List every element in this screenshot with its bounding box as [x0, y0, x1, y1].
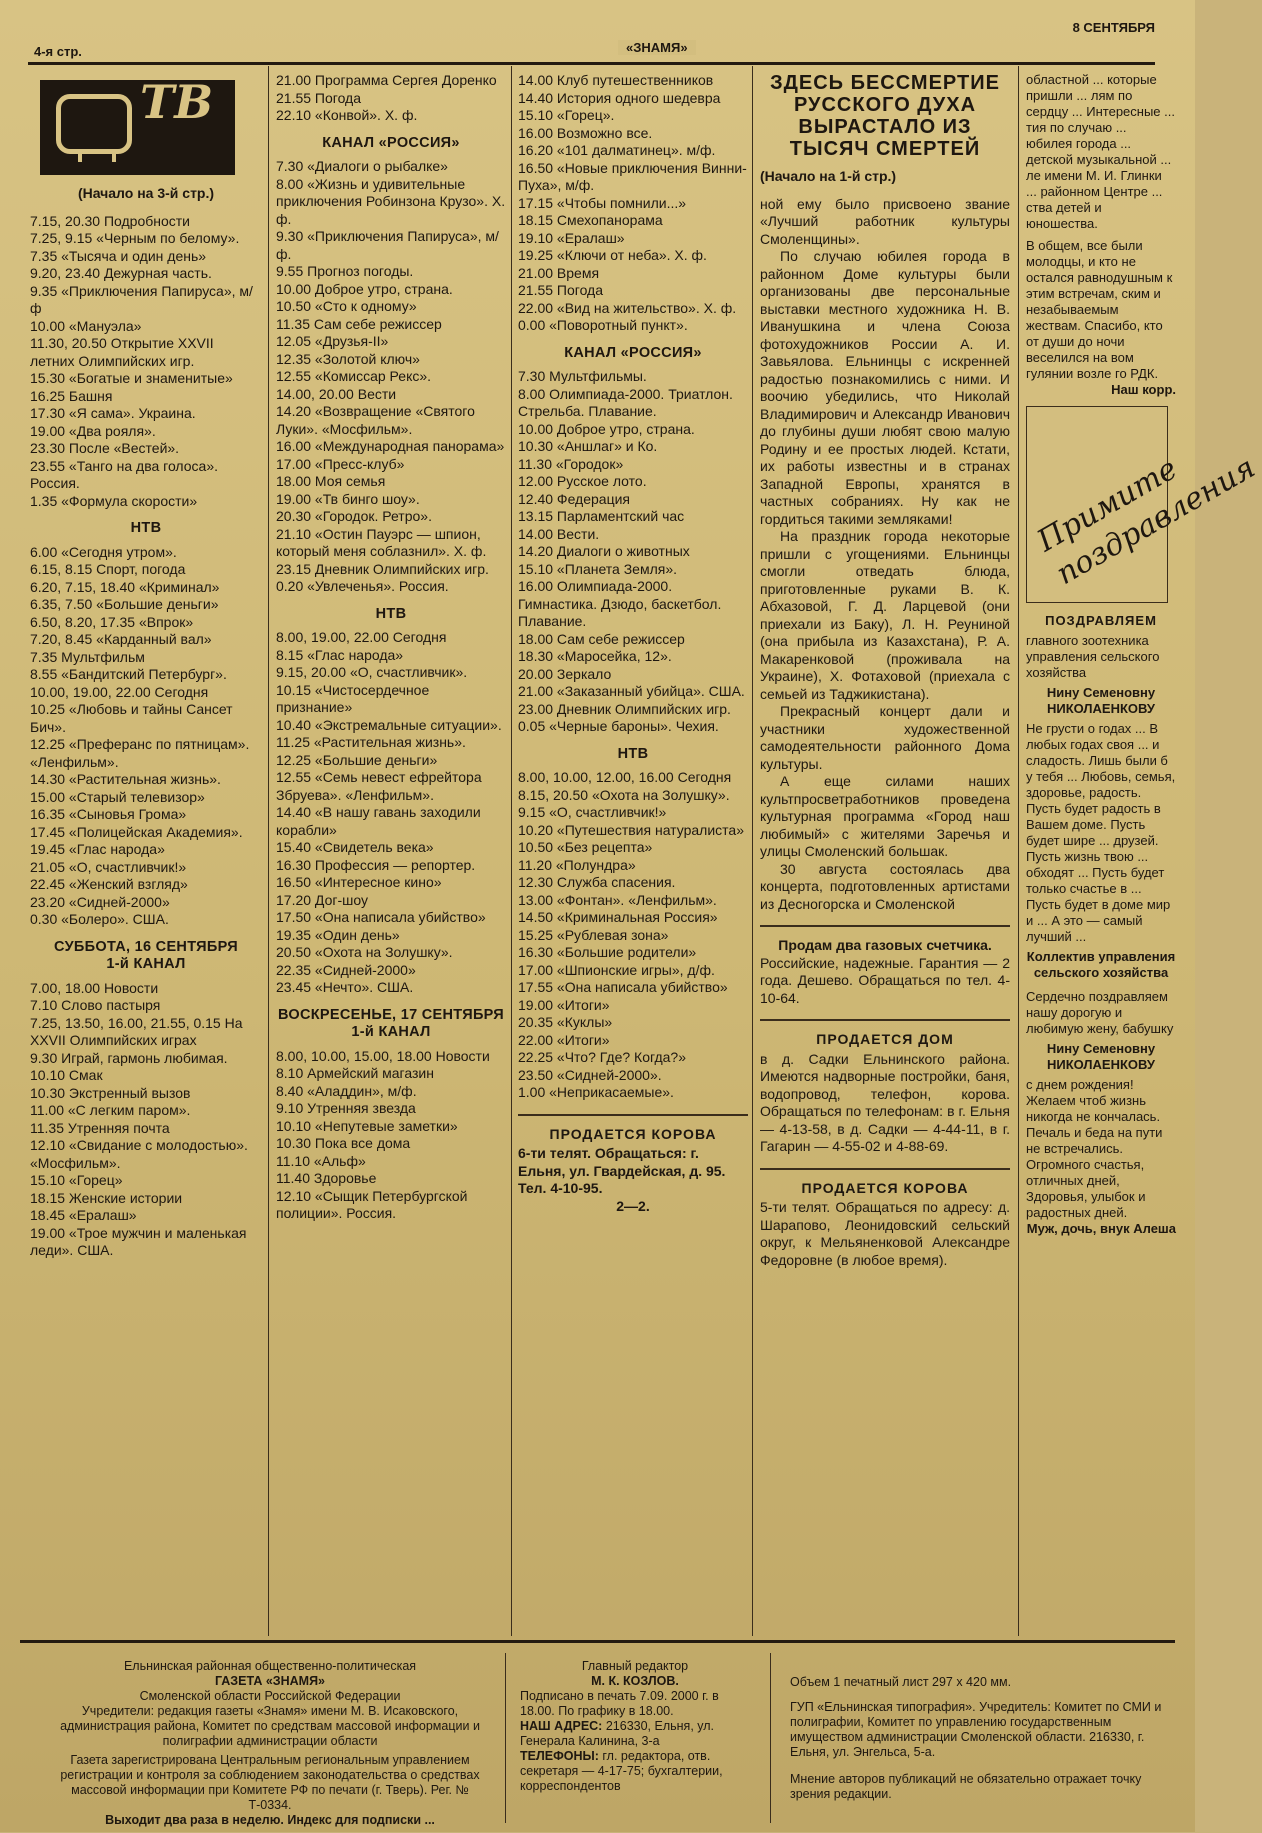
footer-rule — [505, 1653, 506, 1823]
schedule-entry: 1.00 «Неприкасаемые». — [518, 1084, 674, 1100]
schedule-entry: 7.00, 18.00 Новости — [30, 979, 159, 996]
schedule-entry: 8.00, 19.00, 22.00 Сегодня — [276, 629, 447, 645]
schedule-entry: 18.00 Моя семья — [276, 473, 386, 489]
schedule-entry: 22.10 «Конвой». Х. ф. — [276, 107, 418, 123]
schedule-entry: 19.00 «Тв бинго шоу». — [276, 490, 420, 507]
schedule-entry: 9.35 «Приключения Папируса», м/ф — [30, 282, 253, 316]
schedule-entry: 23.45 «Нечто». США. — [276, 979, 414, 995]
schedule-entry: 8.00, 10.00, 15.00, 18.00 Новости — [276, 1047, 490, 1064]
congrats-title: ПОЗДРАВЛЯЕМ — [1045, 613, 1157, 628]
column-rule — [752, 66, 753, 1636]
channel-title: КАНАЛ «РОССИЯ» — [564, 344, 702, 361]
schedule-entry: 8.00, 10.00, 12.00, 16.00 Сегодня — [518, 769, 732, 785]
cow2-ad — [760, 1168, 1010, 1270]
page-number: 4-я стр. — [34, 44, 82, 59]
schedule-entry: 7.25, 13.50, 16.00, 21.55, 0.15 На XXVII Олимпийских играх — [30, 1014, 247, 1048]
schedule-entry: 7.35 «Тысяча и один день» — [30, 247, 207, 264]
schedule-entry: 10.25 «Любовь и тайны Сансет Бич». — [30, 701, 237, 735]
cow-ad — [518, 1114, 748, 1216]
imprint-line: Ельнинская районная общественно-политическая — [123, 1659, 417, 1673]
schedule-entry: 7.25, 9.15 «Черным по белому». — [30, 230, 240, 246]
schedule-entry: 21.00 Время — [518, 264, 600, 281]
schedule-entry: 14.40 История одного шедевра — [518, 89, 721, 106]
footer-rule — [770, 1653, 771, 1823]
schedule-list — [518, 368, 748, 736]
schedule-entry: 11.25 «Растительная жизнь». — [276, 734, 466, 750]
schedule-entry: 14.00, 20.00 Вести — [276, 385, 397, 402]
schedule-entry: 13.00 «Фонтан». «Ленфильм». — [518, 891, 717, 908]
edge-text: областной ... которые пришли ... лям по сердцу ... Интересные ... тия по случаю ... юбилея города ... детской музыкальной ... ле имени М. И. Глинки ... районном Центре ... ства детей и юношества. — [1026, 72, 1175, 231]
schedule-entry: 12.10 «Свидание с молодостью». «Мосфильм». — [30, 1137, 252, 1171]
schedule-entry: 22.45 «Женский взгляд» — [30, 876, 188, 892]
ad-text: 5-ти телят. Обращаться по адресу: д. Шарапово, Леонидовский сельский округ, к Мельяненковой Александре Федоровне (в любое время). — [760, 1199, 1010, 1268]
schedule-entry: 20.00 Зеркало — [518, 665, 612, 682]
schedule-entry: 6.35, 7.50 «Большие деньги» — [30, 596, 219, 612]
schedule-entry: 19.00 «Трое мужчин и маленькая леди». США. — [30, 1224, 251, 1258]
schedule-entry: 16.00 Возможно все. — [518, 124, 653, 141]
article-headline: ЗДЕСЬ БЕССМЕРТИЕ РУССКОГО ДУХА ВЫРАСТАЛО ИЗ ТЫСЯЧ СМЕРТЕЙ — [770, 72, 1000, 160]
schedule-entry: 14.30 «Растительная жизнь». — [30, 771, 221, 787]
editor-name: М. К. КОЗЛОВ. — [591, 1674, 679, 1688]
schedule-entry: 23.50 «Сидней-2000». — [518, 1066, 662, 1083]
schedule-entry: 11.30, 20.50 Открытие XXVII летних Олимпийских игр. — [30, 335, 218, 369]
channel-title: 1-й КАНАЛ — [106, 956, 186, 972]
schedule-entry: 7.30 «Диалоги о рыбалке» — [276, 158, 448, 174]
channel-title: КАНАЛ «РОССИЯ» — [322, 134, 460, 151]
disclaimer: Мнение авторов публикаций не обязательно отражает точку зрения редакции. — [790, 1772, 1142, 1801]
schedule-list — [276, 158, 509, 596]
channel-title: НТВ — [375, 605, 407, 622]
congrats-name: Нину Семеновну НИКОЛАЕНКОВУ — [1046, 685, 1156, 716]
schedule-entry: 6.50, 8.20, 17.35 «Впрок» — [30, 613, 194, 630]
schedule-entry: 6.00 «Сегодня утром». — [30, 543, 177, 560]
schedule-entry: 18.15 Женские истории — [30, 1189, 183, 1206]
schedule-entry: 10.40 «Экстремальные ситуации». — [276, 716, 502, 733]
schedule-entry: 8.40 «Аладдин», м/ф. — [276, 1082, 417, 1099]
column-rule — [1018, 66, 1019, 1636]
schedule-entry: 9.20, 23.40 Дежурная часть. — [30, 265, 212, 281]
ad-title: ПРОДАЕТСЯ КОРОВА — [801, 1179, 969, 1196]
printer-info: ГУП «Ельнинская типография». Учредитель: Комитет по СМИ и полиграфии, Комитет по управлению государственным имуществом администрации Смоленской области. 216330, г. Ельня, ул. Энгельса, 5-а. — [790, 1700, 1162, 1759]
ad-mark: 2—2. — [616, 1197, 650, 1214]
schedule-entry: 14.00 Вести. — [518, 525, 600, 542]
schedule-entry: 16.30 Профессия — репортер. — [276, 856, 476, 873]
schedule-entry: 22.00 «Вид на жительство». Х. ф. — [518, 299, 737, 316]
paper-name: «ЗНАМЯ» — [618, 40, 696, 55]
schedule-entry: 11.30 «Городок» — [518, 455, 624, 472]
meters-ad — [760, 925, 1010, 1007]
schedule-entry: 15.30 «Богатые и знаменитые» — [30, 370, 233, 386]
schedule-entry: 16.50 «Интересное кино» — [276, 874, 442, 890]
schedule-entry: 17.20 Дог-шоу — [276, 891, 368, 908]
schedule-entry: 10.15 «Чистосердечное признание» — [276, 681, 434, 715]
tv-logo-text: ТВ — [140, 75, 214, 129]
schedule-entry: 18.00 Сам себе режиссер — [518, 630, 685, 647]
schedule-entry: 14.00 Клуб путешественников — [518, 72, 714, 88]
imprint-line: Учредители: редакция газеты «Знамя» имени М. В. Исаковского, администрация района, Комитет по средствам массовой информации и полиграфии администрации области — [60, 1704, 480, 1748]
schedule-entry: 10.00 Доброе утро, страна. — [518, 420, 695, 437]
schedule-entry: 9.15 «О, счастливчик!» — [518, 804, 667, 820]
schedule-entry: 10.20 «Путешествия натуралиста» — [518, 821, 744, 838]
schedule-entry: 12.05 «Друзья-II» — [276, 333, 389, 349]
greeting-picture — [1026, 406, 1262, 603]
schedule-entry: 16.20 «101 далматинец». м/ф. — [518, 142, 716, 158]
schedule-entry: 12.35 «Золотой ключ» — [276, 350, 420, 367]
ad-title: Продам два газовых счетчика. — [778, 937, 992, 953]
schedule-entry: 1.35 «Формула скорости» — [30, 492, 198, 509]
tv-column-1 — [30, 72, 262, 1260]
imprint-line: Выходит два раза в неделю. Индекс для подписки ... — [105, 1813, 435, 1827]
schedule-entry: 10.50 «Сто к одному» — [276, 298, 417, 314]
schedule-entry: 19.10 «Ералаш» — [518, 229, 625, 246]
schedule-entry: 12.30 Служба спасения. — [518, 874, 676, 890]
channel-title: НТВ — [617, 745, 649, 762]
schedule-entry: 10.00 «Мануэла» — [30, 317, 142, 334]
congrats-text: с днем рождения! Желаем чтоб жизнь никогда не кончалась. Печаль и беда на пути не встречались. Огромного счастья, отличных дней, Здоровья, улыбок и радостных дней. — [1026, 1077, 1163, 1220]
schedule-entry: 10.10 «Непутевые заметки» — [276, 1117, 458, 1134]
schedule-entry: 14.20 «Возвращение «Святого Луки». «Мосфильм». — [276, 403, 479, 437]
schedule-list — [276, 72, 506, 125]
schedule-entry: 0.30 «Болеро». США. — [30, 911, 169, 927]
schedule-entry: 10.50 «Без рецепта» — [518, 839, 653, 855]
schedule-entry: 12.25 «Большие деньги» — [276, 751, 438, 768]
column-rule — [511, 66, 512, 1636]
schedule-entry: 17.00 «Пресс-клуб» — [276, 455, 405, 472]
schedule-entry: 23.15 Дневник Олимпийских игр. — [276, 560, 489, 577]
schedule-entry: 12.25 «Преферанс по пятницам». «Ленфильм». — [30, 736, 254, 770]
congrats-poem: Не грусти о годах ... В любых годах своя ... и сладость. Лишь были б у тебя ... Любовь, семья, здоровье, радость. Пусть будет радость в Вашем доме. Пусть будет шире ... друзей. Пусть жизнь твою ... обходят ... Пусть будет только счастье в ... Пусть будет в доме мир и ... А это — самый лучший ... — [1026, 721, 1176, 944]
schedule-entry: 23.30 После «Вестей». — [30, 440, 180, 456]
schedule-entry: 19.35 «Один день» — [276, 926, 400, 943]
article-column — [760, 72, 1010, 1269]
schedule-entry: 17.15 «Чтобы помнили...» — [518, 194, 687, 211]
schedule-entry: 10.00 Доброе утро, страна. — [276, 280, 453, 297]
schedule-entry: 9.30 «Приключения Папируса», м/ф. — [276, 228, 499, 262]
schedule-entry: 19.45 «Глас народа» — [30, 841, 165, 857]
schedule-entry: 17.50 «Она написала убийство» — [276, 909, 486, 925]
phones: гл. редактора, отв. секретаря — 4-17-75; бухгалтерии, корреспондентов — [520, 1749, 723, 1793]
schedule-entry: 10.10 Смак — [30, 1067, 103, 1083]
schedule-entry: 12.55 «Семь невест ефрейтора Збруева». «Ленфильм». — [276, 769, 486, 803]
schedule-entry: 21.00 Программа Сергея Доренко — [276, 72, 497, 88]
article-paragraph: На праздник города некоторые пришли с угощениями. Ельнинцы смогли отведать блюда, приготовленные руками В. К. Абхазовой, Г. Д. Ларцевой (они приехали из Баку), Л. Н. Реуниной (она прибыла из Казахстана), Р. А. Макаренковой (проживала на Украине), Х. Фотаховой (приехала с семьей из Таджикистана). — [760, 528, 1010, 702]
schedule-entry: 17.45 «Полицейская Академия». — [30, 823, 243, 840]
congrats-text: главного зоотехника управления сельского хозяйства — [1026, 633, 1160, 680]
print-volume: Объем 1 печатный лист 297 х 420 мм. — [790, 1675, 1012, 1689]
address: 216330, Ельня, ул. Генерала Калинина, 3-а — [520, 1719, 715, 1748]
schedule-entry: 12.40 Федерация — [518, 490, 630, 507]
schedule-entry: 8.55 «Бандитский Петербург». — [30, 666, 227, 682]
schedule-entry: 14.20 Диалоги о животных — [518, 543, 690, 559]
page-header — [28, 20, 1155, 65]
schedule-entry: 8.00 «Жизнь и удивительные приключения Робинзона Крузо». Х. ф. — [276, 175, 509, 227]
day-title: СУББОТА, 16 СЕНТЯБРЯ — [54, 938, 238, 955]
imprint-line: Газета зарегистрирована Центральным региональным управлением регистрации и контроля за соблюдением законодательства о средствах массовой информации при Комитете РФ по печати (г. Тверь). Рег. № Т-0334. — [60, 1753, 480, 1812]
imprint-middle — [520, 1659, 750, 1794]
schedule-entry: 7.10 Слово пастыря — [30, 997, 161, 1013]
schedule-list — [276, 1048, 506, 1223]
phones-label: ТЕЛЕФОНЫ: — [520, 1749, 599, 1763]
schedule-entry: 18.45 «Ералаш» — [30, 1207, 137, 1223]
schedule-list — [30, 544, 262, 929]
schedule-entry: 22.00 «Итоги» — [518, 1031, 610, 1048]
schedule-entry: 0.00 «Поворотный пункт». — [518, 317, 688, 333]
schedule-entry: 23.20 «Сидней-2000» — [30, 893, 170, 910]
tv-set-icon — [56, 94, 132, 154]
tv-column-2 — [276, 72, 509, 1223]
schedule-entry: 16.25 Башня — [30, 387, 113, 404]
column-rule — [268, 66, 269, 1636]
schedule-entry: 15.10 «Горец». — [518, 107, 615, 123]
schedule-entry: 19.00 «Итоги» — [518, 996, 610, 1013]
schedule-entry: 17.55 «Она написала убийство» — [518, 979, 728, 995]
schedule-entry: 8.15 «Глас народа» — [276, 646, 404, 663]
ad-title: ПРОДАЕТСЯ ДОМ — [816, 1031, 954, 1047]
schedule-entry: 17.30 «Я сама». Украина. — [30, 405, 196, 421]
schedule-entry: 15.00 «Старый телевизор» — [30, 788, 205, 805]
schedule-list — [518, 769, 748, 1102]
schedule-entry: 16.35 «Сыновья Грома» — [30, 806, 187, 822]
schedule-entry: 13.15 Парламентский час — [518, 508, 685, 524]
house-ad — [760, 1019, 1010, 1156]
schedule-entry: 8.10 Армейский магазин — [276, 1065, 434, 1081]
greeting-picture-text: Примите поздравления — [1031, 450, 1262, 592]
schedule-entry: 18.15 Смехопанорама — [518, 212, 663, 228]
imprint-right — [790, 1675, 1170, 1802]
article-paragraph: А еще силами наших культпросветработников проведена культурная программа «Город наш любимый» с жителями Заречья и улицы Смоленский большак. — [760, 773, 1010, 859]
schedule-entry: 17.00 «Шпионские игры», д/ф. — [518, 961, 715, 978]
ad-text: в д. Садки Ельнинского района. Имеются надворные постройки, баня, водопровод, телефон, корова. Обращаться по телефонам: в г. Ельня — 4-13-58, в д. Садки — 4-44-11, в г. Гагарин — 4-55-02 и 4-88-69. — [760, 1050, 1010, 1154]
schedule-entry: 12.55 «Комиссар Рекс». — [276, 368, 432, 384]
schedule-entry: 23.55 «Танго на два голоса». Россия. — [30, 457, 222, 491]
schedule-entry: 9.30 Играй, гармонь любимая. — [30, 1049, 228, 1066]
article-paragraph: По случаю юбилея города в районном Доме культуры были организованы две персональные выставки местного художника Н. В. Иванушкина и члена Союза фотохудожников России А. И. Завьялова. Ельнинцы с искренней радостью познакомились с ними. И воочию убедились, что Николай Владимирович и Александр Иванович до глубины души любят свою малую Родину и ее простых людей. Кстати, их работы известны и в странах Западной Европы, хранятся в частных собраниях. Ну как не гордиться такими земляками! — [760, 248, 1010, 527]
congrats-sign: Коллектив управления сельского хозяйства — [1026, 949, 1176, 980]
schedule-entry: 11.40 Здоровье — [276, 1170, 377, 1186]
schedule-entry: 8.00 Олимпиада-2000. Триатлон. Стрельба. Плавание. — [518, 385, 737, 419]
schedule-list — [276, 629, 506, 997]
tv-stand-icon — [78, 152, 116, 162]
schedule-entry: 19.25 «Ключи от неба». Х. ф. — [518, 247, 707, 263]
schedule-entry: 21.05 «О, счастливчик!» — [30, 858, 187, 875]
schedule-entry: 12.10 «Сыщик Петербургской полиции». Россия. — [276, 1187, 472, 1221]
schedule-entry: 15.40 «Свидетель века» — [276, 839, 434, 855]
schedule-entry: 14.40 «В нашу гавань заходили корабли» — [276, 804, 485, 838]
schedule-entry: 16.50 «Новые приключения Винни-Пуха», м/ф. — [518, 159, 747, 193]
day-title: ВОСКРЕСЕНЬЕ, 17 СЕНТЯБРЯ — [277, 1006, 505, 1023]
schedule-entry: 7.35 Мультфильм — [30, 648, 145, 665]
schedule-entry: 22.25 «Что? Где? Когда?» — [518, 1049, 686, 1065]
schedule-entry: 11.35 Утренняя почта — [30, 1119, 170, 1136]
schedule-entry: 16.00 «Международная панорама» — [276, 438, 505, 454]
tv-column-3 — [518, 72, 748, 1215]
schedule-entry: 19.00 «Два рояля». — [30, 422, 156, 439]
schedule-list — [518, 72, 748, 335]
schedule-entry: 10.30 Пока все дома — [276, 1135, 411, 1151]
schedule-entry: 21.10 «Остин Пауэрс — шпион, который меня соблазнил». Х. ф. — [276, 525, 487, 559]
schedule-entry: 9.10 Утренняя звезда — [276, 1100, 416, 1116]
edge-column — [1026, 72, 1262, 1237]
issue-date: 8 СЕНТЯБРЯ — [1072, 20, 1155, 35]
schedule-entry: 21.55 Погода — [276, 89, 362, 106]
channel-title: НТВ — [130, 520, 162, 536]
schedule-entry: 20.50 «Охота на Золушку». — [276, 944, 453, 960]
schedule-entry: 7.30 Мультфильмы. — [518, 368, 647, 384]
schedule-entry: 21.55 Погода — [518, 282, 604, 298]
schedule-entry: 10.00, 19.00, 22.00 Сегодня — [30, 683, 209, 700]
continued-note: (Начало на 3-й стр.) — [77, 185, 215, 201]
schedule-entry: 21.00 «Заказанный убийца». США. — [518, 683, 745, 699]
schedule-entry: 14.50 «Криминальная Россия» — [518, 909, 718, 925]
schedule-entry: 15.10 «Горец» — [30, 1172, 123, 1188]
schedule-entry: 15.25 «Рублевая зона» — [518, 926, 669, 943]
imprint-line: ГАЗЕТА «ЗНАМЯ» — [214, 1674, 326, 1688]
signed-to-print: Подписано в печать 7.09. 2000 г. в 18.00. По графику в 18.00. — [520, 1689, 719, 1718]
imprint-line: Смоленской области Российской Федерации — [139, 1689, 401, 1703]
imprint-footer — [20, 1640, 1175, 1833]
congrats-name: Нину Семеновну НИКОЛАЕНКОВУ — [1046, 1041, 1156, 1072]
author-sign: Наш корр. — [1111, 382, 1176, 397]
schedule-entry: 0.20 «Увлеченья». Россия. — [276, 578, 449, 594]
article-paragraph: 30 августа состоялась два концерта, подготовленных артистами из Десногорска и Смоленской — [760, 860, 1010, 912]
edge-text: В общем, все были молодцы, и кто не остался равнодушным к этим встречам, ским и незабываемым жествам. Спасибо, кто от души до ночи веселился на вом гулянии возле го РДК. — [1026, 238, 1173, 381]
schedule-entry: 16.30 «Большие родители» — [518, 944, 697, 960]
schedule-entry: 11.10 «Альф» — [276, 1152, 366, 1169]
schedule-entry: 11.00 «С легким паром». — [30, 1102, 191, 1118]
schedule-entry: 0.05 «Черные бароны». Чехия. — [518, 718, 719, 734]
schedule-entry: 9.15, 20.00 «О, счастливчик». — [276, 664, 468, 680]
schedule-entry: 6.15, 8.15 Спорт, погода — [30, 561, 186, 577]
congrats-text: Сердечно поздравляем нашу дорогую и любимую жену, бабушку — [1026, 989, 1174, 1036]
schedule-entry: 12.00 Русское лото. — [518, 473, 647, 489]
schedule-list — [30, 213, 262, 511]
ad-text: 6-ти телят. Обращаться: г. Ельня, ул. Гвардейская, д. 95. Тел. 4-10-95. — [518, 1145, 726, 1196]
schedule-entry: 20.30 «Городок. Ретро». — [276, 508, 432, 524]
schedule-entry: 11.35 Сам себе режиссер — [276, 315, 442, 332]
schedule-entry: 16.00 Олимпиада-2000. Гимнастика. Дзюдо, баскетбол. Плавание. — [518, 578, 726, 629]
schedule-entry: 8.15, 20.50 «Охота на Золушку». — [518, 786, 730, 803]
tv-logo — [40, 75, 235, 175]
schedule-entry: 15.10 «Планета Земля». — [518, 560, 678, 577]
ad-text: Российские, надежные. Гарантия — 2 года. Дешево. Обращаться по тел. 4-10-64. — [760, 954, 1010, 1006]
article-paragraph: ной ему было присвоено звание «Лучший работник культуры Смоленщины». — [760, 195, 1010, 247]
schedule-entry: 23.00 Дневник Олимпийских игр. — [518, 700, 731, 717]
schedule-entry: 10.30 «Аншлаг» и Ко. — [518, 438, 658, 454]
editor-role: Главный редактор — [581, 1659, 689, 1673]
schedule-entry: 7.20, 8.45 «Карданный вал» — [30, 631, 212, 647]
imprint-left — [50, 1659, 490, 1828]
continued-note: (Начало на 1-й стр.) — [760, 168, 897, 184]
channel-title: 1-й КАНАЛ — [351, 1024, 431, 1040]
schedule-entry: 9.55 Прогноз погоды. — [276, 263, 414, 279]
congrats-sign: Муж, дочь, внук Алеша — [1026, 1221, 1176, 1236]
schedule-entry: 6.20, 7.15, 18.40 «Криминал» — [30, 578, 220, 595]
schedule-entry: 7.15, 20.30 Подробности — [30, 212, 191, 229]
schedule-entry: 11.20 «Полундра» — [518, 856, 636, 873]
address-label: НАШ АДРЕС: — [520, 1719, 603, 1733]
article-paragraph: Прекрасный концерт дали и участники художественной самодеятельности районного Дома культуры. — [760, 703, 1010, 772]
schedule-entry: 18.30 «Маросейка, 12». — [518, 648, 672, 664]
schedule-entry: 22.35 «Сидней-2000» — [276, 961, 416, 978]
schedule-list — [30, 980, 262, 1260]
ad-title: ПРОДАЕТСЯ КОРОВА — [549, 1125, 717, 1142]
schedule-entry: 20.35 «Куклы» — [518, 1014, 613, 1030]
schedule-entry: 10.30 Экстренный вызов — [30, 1084, 191, 1101]
